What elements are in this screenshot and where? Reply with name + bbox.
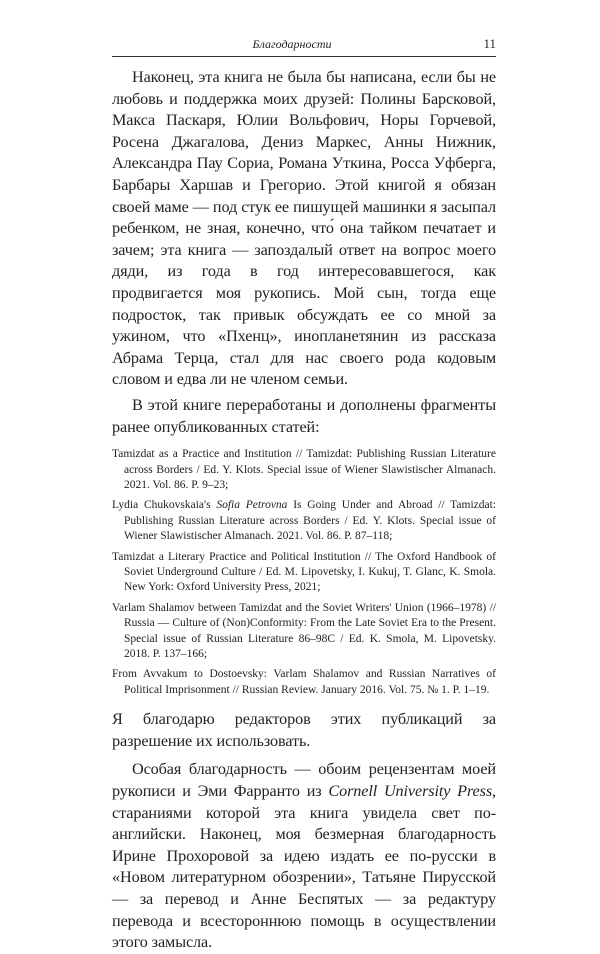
running-title: Благодарности bbox=[252, 37, 332, 51]
reference-text: Tamizdat as a Practice and Institution // Tamizdat: Publishing Russian Literature across Borders / Ed. Y. Klots. Special issue of Wiener Slawistischer Almanach. 2021. Vol. 86. P. 9–23; bbox=[112, 448, 496, 491]
reference-text: Lydia Chukovskaia's bbox=[112, 499, 217, 512]
reference-item bbox=[112, 498, 496, 544]
reference-text: Is Going Under and Abroad // Tamizdat: Publishing Russian Literature across Borders / Ed. Y. Klots. Special issue of Wiener Slawistischer Almanach. 2021. Vol. 86. P. 87–118; bbox=[124, 499, 496, 543]
page-number: 11 bbox=[483, 36, 496, 51]
reference-item bbox=[112, 550, 496, 596]
header-rule bbox=[112, 56, 496, 57]
reference-text: From Avvakum to Dostoevsky: Varlam Shalamov and Russian Narratives of Political Imprisonment // Russian Review. January 2016. Vol. 75. № 1. P. 1–19. bbox=[112, 668, 496, 696]
reference-text: Tamizdat a Literary Practice and Political Institution // The Oxford Handbook of Soviet Underground Culture / Ed. M. Lipovetsky, I. Kukuj, T. Glanc, K. Smola. New York: Oxford University Press, 2021; bbox=[112, 550, 496, 594]
running-head bbox=[112, 34, 496, 54]
reference-item bbox=[112, 447, 496, 493]
reference-item bbox=[112, 601, 496, 663]
paragraph-text: Особая благодарность — обоим рецензентам моей рукописи и Эми Фарранто из bbox=[112, 760, 496, 800]
reference-title: Sofia Petrovna bbox=[216, 499, 288, 512]
publisher-name: Cornell University Press bbox=[328, 781, 493, 800]
paragraph-special-thanks bbox=[112, 759, 496, 953]
paragraph-editors-thanks: Я благодарю редакторов этих публикаций за разрешение их использовать. bbox=[112, 710, 496, 750]
reference-list bbox=[112, 447, 496, 698]
paragraph-text: , стараниями которой эта книга увидела свет по-английски. Наконец, моя безмерная благодарность Ирине Прохоровой за идею издать ее по-русски в «Новом литературном обозрении», Татьяне Пирусской — за перевод и Анне Беспятых — за редактуру перевода и всестороннюю помощь в осуществлении этого замысла. bbox=[112, 781, 496, 952]
reference-text: Varlam Shalamov between Tamizdat and the Soviet Writers' Union (1966–1978) // Russia — Culture of (Non)Conformity: From the Late Soviet Era to the Present. Special issue of Russian Literature 86–98C / Ed. K. Smola, M. Lipovetsky. 2018. P. 137–166; bbox=[112, 601, 496, 660]
paragraph-friends: Наконец, эта книга не была бы написана, если бы не любовь и поддержка моих друзей: Полины Барсковой, Макса Паскаря, Юлии Вольфович, Норы Горчевой, Росена Джагалова, Дениз Маркес, Анны Нижник, Александра Пау Сориа, Романа Уткина, Росса Уфберга, Барбары Харшав и Грегорио. Этой книгой я обязан своей маме — под стук ее пишущей машинки я засыпал ребенком, не зная, конечно, что́ она тайком печатает и зачем; эта книга — запоздалый ответ на вопрос моего дяди, из года в год интересовавшегося, как продвигается моя рукопись. Мой сын, тогда еще подросток, так привык обсуждать ее со мной за ужином, что «Пхенц», инопланетянин из рассказа Абрама Терца, стал для нас своего рода кодовым словом и едва ли не членом семьи. bbox=[112, 68, 496, 389]
paragraph-articles-intro: В этой книге переработаны и дополнены фрагменты ранее опубликованных статей: bbox=[112, 395, 496, 436]
page-body bbox=[112, 66, 496, 954]
reference-item bbox=[112, 667, 496, 698]
